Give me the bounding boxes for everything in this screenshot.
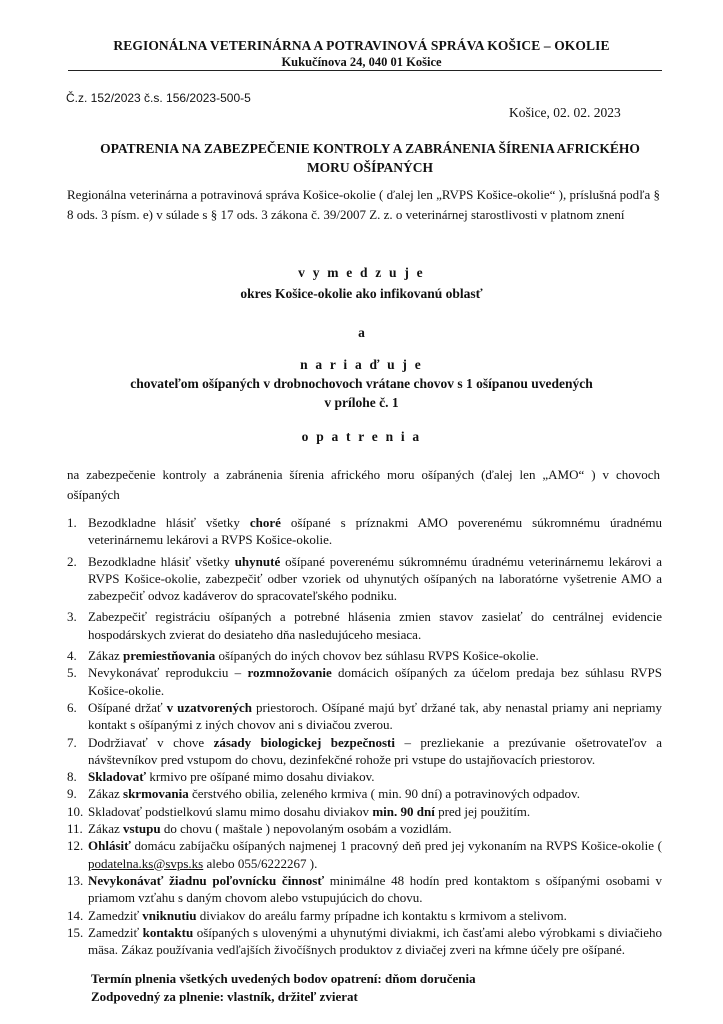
- item-text-rest: do chovu ( maštale ) nepovolaným osobám a vozidlám.: [160, 821, 452, 837]
- item-number: 10.: [67, 803, 84, 819]
- item-text-rest: ošípané poverenému súkromnému úradnému veterinárnemu lekárovi a RVPS Košice-okolie, zabezpečiť odber vzoriek od uhynutých ošípaných na laboratórne vyšetrenie AMO a zabezpečiť odvoz kadáverov do spracovateľského podniku.: [88, 553, 662, 604]
- item-text: Dodržiavať v chove: [88, 734, 214, 750]
- deadline-line: Termín plnenia všetkých uvedených bodov opatrení: dňom doručenia: [91, 971, 476, 986]
- document-heading: [90, 139, 650, 177]
- item-emphasis: v uzatvorených: [166, 699, 252, 715]
- list-item: [67, 924, 662, 959]
- section-text-infected-area: okres Košice-okolie ako infikovanú oblasť: [240, 286, 483, 301]
- item-emphasis: rozmnožovanie: [247, 665, 332, 681]
- list-item: [67, 820, 662, 837]
- item-text-rest: ošípané s príznakmi AMO poverenému súkromnému úradnému veterinárnemu lekárovi a RVPS Košice-okolie.: [88, 515, 662, 548]
- reference-number: Č.z. 152/2023 č.s. 156/2023-500-5: [66, 91, 251, 105]
- item-text: Zákaz: [88, 786, 124, 802]
- item-text-rest: krmivo pre ošípané mimo dosahu diviakov.: [146, 769, 375, 785]
- item-text-rest: domácu zabíjačku ošípaných najmenej 1 pracovný deň pred jej vykonaním na RVPS Košice-okolie (: [130, 838, 662, 854]
- item-text-rest: priestoroch. Ošípané majú byť držané tak, aby nenastal priamy ani nepriamy kontakt s ošípanými z iných chovov ani s diviačou zverou.: [88, 699, 662, 733]
- section-text-line-2: v prílohe č. 1: [324, 395, 399, 410]
- section-verb-vymedzuje: v y m e d z u j e: [298, 265, 425, 280]
- item-emphasis: vstupu: [123, 821, 161, 837]
- item-text: Zamedziť: [88, 924, 143, 940]
- section-text-line-1: chovateľom ošípaných v drobnochovoch vrátane chovov s 1 ošípanou uvedených: [130, 376, 593, 391]
- header-divider: [68, 70, 662, 71]
- item-emphasis: skrmovania: [123, 786, 189, 802]
- item-number: 3.: [67, 609, 77, 625]
- item-emphasis: vniknutiu: [142, 907, 197, 923]
- intro-paragraph: Regionálna veterinárna a potravinová správa Košice-okolie ( ďalej len „RVPS Košice-okolie“ ), príslušná podľa § 8 ods. 3 písm. e) v súlade s § 17 ods. 3 zákona č. 39/2007 Z. z. o veterinárnej starostlivosti v platnom znení: [67, 187, 660, 222]
- list-item: [67, 768, 662, 785]
- item-text-rest: diviakov do areálu farmy prípadne ich kontaktu s krmivom a stelivom.: [196, 907, 567, 923]
- conjunction: a: [358, 325, 365, 340]
- item-text: Bezodkladne hlásiť všetky: [88, 515, 250, 530]
- item-number: 12.: [67, 838, 84, 854]
- list-item: [67, 734, 662, 769]
- item-emphasis: min. 90 dní: [372, 803, 435, 819]
- list-item: [67, 699, 662, 734]
- item-number: 14.: [67, 907, 84, 923]
- list-item: [67, 608, 662, 643]
- item-text: Zabezpečiť registráciu ošípaných a potrebné hlásenia zmien stavov zasielať do centrálnej evidencie hospodárskych zvierat do desiateho dňa nasledujúceho mesiaca.: [88, 609, 662, 642]
- item-text: Bezodkladne hlásiť všetky: [88, 553, 235, 569]
- item-number: 9.: [67, 786, 77, 802]
- item-text-rest: pred jej použitím.: [434, 803, 531, 819]
- item-emphasis: Skladovať: [88, 769, 147, 785]
- list-item: [67, 907, 662, 924]
- measures-list: [67, 514, 662, 958]
- item-number: 11.: [67, 821, 83, 837]
- institution-name: REGIONÁLNA VETERINÁRNA A POTRAVINOVÁ SPRÁVA KOŠICE – OKOLIE: [113, 38, 610, 53]
- list-item: [67, 872, 662, 907]
- document-date: Košice, 02. 02. 2023: [509, 105, 621, 120]
- institution-address: Kukučínova 24, 040 01 Košice: [281, 55, 442, 69]
- item-number: 15.: [67, 924, 84, 940]
- item-text: Skladovať podstielkovú slamu mimo dosahu diviakov: [88, 803, 373, 819]
- responsible-line: Zodpovedný za plnenie: vlastník, držiteľ zvierat: [91, 989, 358, 1004]
- item-number: 13.: [67, 872, 84, 888]
- item-text-rest: ošípaných do iných chovov bez súhlasu RVPS Košice-okolie.: [215, 648, 539, 664]
- list-item: [67, 664, 662, 699]
- item-number: 1.: [67, 515, 77, 530]
- item-text-rest: domácich ošípaných za účelom predaja bez súhlasu RVPS Košice-okolie.: [88, 665, 662, 698]
- item-text-rest: – prezliekanie a prezúvanie ošetrovateľov a návštevníkov pred vstupom do chovu, dezinfekčné rohože pri vstupe do ustajňovacích priestorov.: [88, 734, 662, 767]
- item-text-rest: čerstvého obilia, zeleného krmiva ( min. 90 dní) a potravinových odpadov.: [188, 786, 580, 802]
- list-item: [67, 785, 662, 802]
- item-emphasis: zásady biologickej bezpečnosti: [213, 734, 395, 750]
- item-number: 7.: [67, 734, 77, 750]
- list-item: [67, 553, 662, 605]
- item-number: 2.: [67, 553, 77, 569]
- list-item: [67, 837, 662, 872]
- email-link[interactable]: podatelna.ks@svps.ks: [88, 855, 204, 871]
- item-text: Zákaz: [88, 648, 124, 664]
- item-number: 5.: [67, 665, 77, 681]
- section-verb-opatrenia: o p a t r e n i a: [301, 429, 422, 444]
- section-verb-nariaduje: n a r i a ď u j e: [300, 357, 423, 372]
- item-text: Zamedziť: [88, 907, 143, 923]
- item-text-end: alebo 055/6222267 ).: [203, 855, 318, 871]
- item-text-rest: minimálne 48 hodín pred kontaktom s ošípanými osobami v priamom vzťahu s daným chovom alebo vstupujúcich do chovu.: [88, 872, 662, 906]
- purpose-paragraph: na zabezpečenie kontroly a zabránenia šírenia afrického moru ošípaných (ďalej len „AMO“ ) v chovoch ošípaných: [67, 467, 660, 502]
- item-emphasis: kontaktu: [142, 924, 194, 940]
- item-emphasis: Ohlásiť: [88, 838, 131, 854]
- footer-block: [91, 970, 476, 1006]
- heading-line-1: OPATRENIA NA ZABEZPEČENIE KONTROLY A ZABRÁNENIA ŠÍRENIA AFRICKÉHO: [100, 141, 640, 156]
- item-number: 6.: [67, 699, 77, 715]
- list-item: [67, 647, 662, 664]
- item-emphasis: choré: [249, 515, 281, 530]
- list-item: [67, 514, 662, 549]
- list-item: [67, 803, 662, 820]
- item-text-rest: ošípaných s ulovenými a uhynutými diviakmi, ich časťami alebo výrobkami s diviačieho mäsa. Zákaz používania vedľajších živočíšnych produktov z diviačej zveri na kŕmne účely pre ošípané.: [88, 924, 663, 958]
- item-text: Nevykonávať reprodukciu –: [88, 665, 248, 681]
- item-emphasis: premiestňovania: [123, 648, 216, 664]
- heading-line-2: MORU OŠÍPANÝCH: [306, 160, 434, 175]
- item-emphasis: uhynuté: [234, 553, 281, 569]
- item-text: Zákaz: [88, 821, 124, 837]
- item-number: 4.: [67, 648, 77, 664]
- item-number: 8.: [67, 769, 77, 785]
- item-text: Ošípané držať: [88, 699, 167, 715]
- item-emphasis: Nevykonávať žiadnu poľovnícku činnosť: [88, 872, 325, 888]
